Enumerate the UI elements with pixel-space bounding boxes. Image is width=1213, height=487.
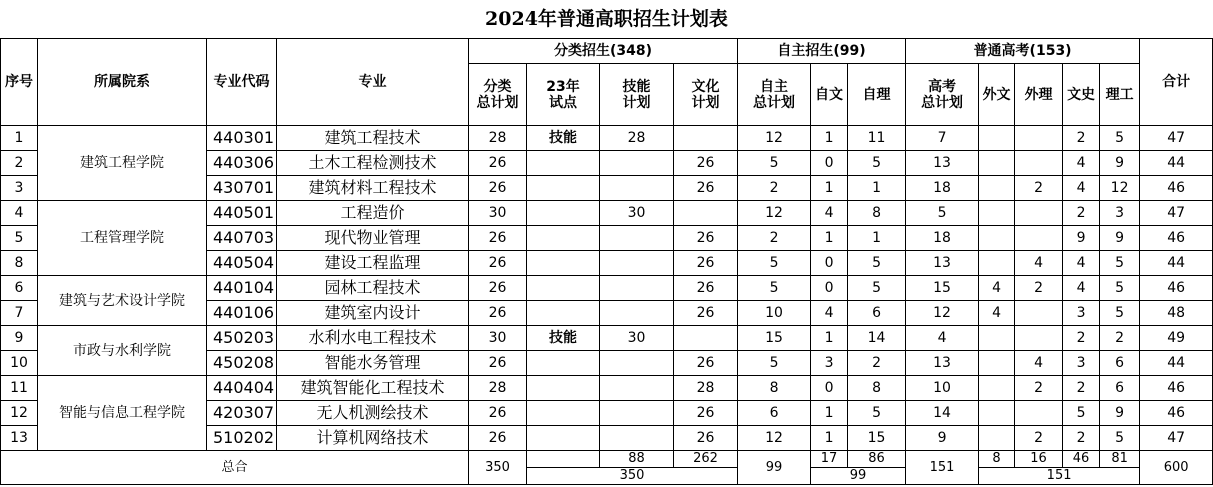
cell-zizhu-total: 5 [738, 251, 811, 276]
cell-waiwen [979, 151, 1015, 176]
cell-waili: 2 [1015, 426, 1063, 451]
cell-gaokao-total: 7 [906, 126, 979, 151]
cell-culture [674, 201, 738, 226]
cell-wenshi: 2 [1063, 201, 1100, 226]
cell-gaokao-total: 12 [906, 301, 979, 326]
cell-row-total: 47 [1140, 201, 1213, 226]
cell-zizhu-total: 12 [738, 126, 811, 151]
cell-row-total: 48 [1140, 301, 1213, 326]
row-seq: 4 [1, 201, 38, 226]
cell-waili: 2 [1015, 376, 1063, 401]
cell-waiwen [979, 201, 1015, 226]
major-name: 建筑室内设计 [277, 301, 469, 326]
cell-pilot [527, 276, 600, 301]
table-row [1, 126, 1213, 151]
cell-gaokao-total: 9 [906, 426, 979, 451]
footer-zizhu-total: 99 [738, 451, 811, 485]
cell-zizhu-total: 2 [738, 176, 811, 201]
cell-gaokao-total: 4 [906, 326, 979, 351]
cell-culture: 26 [674, 301, 738, 326]
major-name: 建筑智能化工程技术 [277, 376, 469, 401]
cell-ligong: 6 [1100, 376, 1140, 401]
cell-skill [600, 426, 674, 451]
major-name: 无人机测绘技术 [277, 401, 469, 426]
header-group-zizhu: 自主招生(99) [738, 39, 906, 64]
cell-zili: 6 [848, 301, 906, 326]
cell-pilot [527, 426, 600, 451]
cell-ligong: 5 [1100, 251, 1140, 276]
major-code: 440306 [207, 151, 277, 176]
college-cell: 建筑工程学院 [38, 126, 207, 201]
cell-ziwen: 0 [811, 276, 848, 301]
college-cell: 工程管理学院 [38, 201, 207, 276]
cell-ligong: 5 [1100, 301, 1140, 326]
cell-skill [600, 376, 674, 401]
cell-ziwen: 1 [811, 326, 848, 351]
cell-waiwen [979, 351, 1015, 376]
cell-waili [1015, 401, 1063, 426]
cell-ziwen: 0 [811, 376, 848, 401]
row-seq: 1 [1, 126, 38, 151]
cell-row-total: 46 [1140, 276, 1213, 301]
cell-row-total: 44 [1140, 251, 1213, 276]
cell-zili: 15 [848, 426, 906, 451]
college-cell: 建筑与艺术设计学院 [38, 276, 207, 326]
cell-waiwen [979, 401, 1015, 426]
total-label: 总合 [1, 451, 469, 485]
header-seq: 序号 [1, 39, 38, 126]
cell-wenshi: 2 [1063, 376, 1100, 401]
cell-waili [1015, 126, 1063, 151]
cell-gaokao-total: 5 [906, 201, 979, 226]
cell-zili: 5 [848, 276, 906, 301]
cell-culture [674, 326, 738, 351]
cell-waili: 4 [1015, 251, 1063, 276]
cell-zili: 2 [848, 351, 906, 376]
cell-zili: 5 [848, 151, 906, 176]
cell-zizhu-total: 5 [738, 351, 811, 376]
cell-waiwen [979, 251, 1015, 276]
cell-row-total: 44 [1140, 351, 1213, 376]
major-name: 土木工程检测技术 [277, 151, 469, 176]
major-code: 440106 [207, 301, 277, 326]
cell-row-total: 47 [1140, 126, 1213, 151]
cell-culture: 28 [674, 376, 738, 401]
cell-waili: 4 [1015, 351, 1063, 376]
cell-waili [1015, 226, 1063, 251]
footer-waiwen-sum: 8 [979, 451, 1015, 468]
cell-wenshi: 2 [1063, 426, 1100, 451]
cell-pilot [527, 151, 600, 176]
major-code: 440501 [207, 201, 277, 226]
major-name: 建设工程监理 [277, 251, 469, 276]
cell-wenshi: 4 [1063, 276, 1100, 301]
major-code: 420307 [207, 401, 277, 426]
cell-waili [1015, 201, 1063, 226]
row-seq: 12 [1, 401, 38, 426]
cell-zili: 8 [848, 201, 906, 226]
cell-fenlei-total: 30 [469, 201, 527, 226]
cell-ligong: 2 [1100, 326, 1140, 351]
cell-fenlei-total: 26 [469, 426, 527, 451]
table-row [1, 376, 1213, 401]
row-seq: 8 [1, 251, 38, 276]
cell-row-total: 47 [1140, 426, 1213, 451]
footer-wenshi-sum: 46 [1063, 451, 1100, 468]
cell-waiwen [979, 176, 1015, 201]
footer-culture-sum: 262 [674, 451, 738, 468]
major-code: 430701 [207, 176, 277, 201]
cell-wenshi: 2 [1063, 326, 1100, 351]
footer-pilot-blank [527, 451, 600, 468]
cell-fenlei-total: 26 [469, 176, 527, 201]
cell-culture: 26 [674, 176, 738, 201]
table-row [1, 201, 1213, 226]
cell-zili: 8 [848, 376, 906, 401]
cell-waiwen: 4 [979, 276, 1015, 301]
footer-gaokao-sum: 151 [979, 468, 1140, 485]
header-college: 所属院系 [38, 39, 207, 126]
cell-skill [600, 151, 674, 176]
college-cell: 智能与信息工程学院 [38, 376, 207, 451]
cell-skill: 30 [600, 326, 674, 351]
cell-waili [1015, 301, 1063, 326]
cell-culture: 26 [674, 251, 738, 276]
cell-fenlei-total: 30 [469, 326, 527, 351]
cell-culture: 26 [674, 426, 738, 451]
header-culture-plan: 文化 计划 [674, 64, 738, 126]
cell-zizhu-total: 15 [738, 326, 811, 351]
cell-ligong: 9 [1100, 401, 1140, 426]
cell-zili: 1 [848, 226, 906, 251]
cell-gaokao-total: 18 [906, 176, 979, 201]
major-name: 计算机网络技术 [277, 426, 469, 451]
header-total: 合计 [1140, 39, 1213, 126]
cell-pilot [527, 176, 600, 201]
cell-culture: 26 [674, 151, 738, 176]
cell-skill [600, 251, 674, 276]
cell-fenlei-total: 26 [469, 301, 527, 326]
cell-zili: 14 [848, 326, 906, 351]
cell-row-total: 46 [1140, 401, 1213, 426]
cell-zizhu-total: 10 [738, 301, 811, 326]
footer-skill-sum: 88 [600, 451, 674, 468]
cell-row-total: 44 [1140, 151, 1213, 176]
major-code: 450208 [207, 351, 277, 376]
header-ziwen: 自文 [811, 64, 848, 126]
cell-wenshi: 5 [1063, 401, 1100, 426]
header-waili: 外理 [1015, 64, 1063, 126]
major-code: 440301 [207, 126, 277, 151]
cell-row-total: 49 [1140, 326, 1213, 351]
cell-wenshi: 2 [1063, 126, 1100, 151]
major-name: 建筑材料工程技术 [277, 176, 469, 201]
cell-skill [600, 226, 674, 251]
cell-waili [1015, 326, 1063, 351]
major-name: 建筑工程技术 [277, 126, 469, 151]
enrollment-plan-table [0, 38, 1213, 485]
cell-waiwen [979, 126, 1015, 151]
major-name: 现代物业管理 [277, 226, 469, 251]
header-ligong: 理工 [1100, 64, 1140, 126]
cell-ziwen: 1 [811, 126, 848, 151]
cell-zili: 5 [848, 401, 906, 426]
cell-zizhu-total: 6 [738, 401, 811, 426]
cell-fenlei-total: 26 [469, 151, 527, 176]
cell-ligong: 6 [1100, 351, 1140, 376]
row-seq: 7 [1, 301, 38, 326]
cell-gaokao-total: 13 [906, 251, 979, 276]
cell-waili [1015, 151, 1063, 176]
major-name: 园林工程技术 [277, 276, 469, 301]
cell-ziwen: 1 [811, 176, 848, 201]
major-code: 440104 [207, 276, 277, 301]
footer-zili-sum: 86 [848, 451, 906, 468]
cell-ligong: 5 [1100, 126, 1140, 151]
header-group-putong: 普通高考(153) [906, 39, 1140, 64]
cell-culture: 26 [674, 276, 738, 301]
cell-ziwen: 3 [811, 351, 848, 376]
cell-ziwen: 4 [811, 301, 848, 326]
cell-pilot [527, 376, 600, 401]
cell-zizhu-total: 5 [738, 151, 811, 176]
cell-ziwen: 0 [811, 151, 848, 176]
cell-pilot [527, 251, 600, 276]
cell-ligong: 3 [1100, 201, 1140, 226]
footer-gaokao-total: 151 [906, 451, 979, 485]
cell-fenlei-total: 28 [469, 376, 527, 401]
cell-wenshi: 3 [1063, 301, 1100, 326]
row-seq: 5 [1, 226, 38, 251]
cell-ziwen: 1 [811, 401, 848, 426]
major-name: 智能水务管理 [277, 351, 469, 376]
cell-zizhu-total: 12 [738, 201, 811, 226]
row-seq: 3 [1, 176, 38, 201]
cell-skill: 28 [600, 126, 674, 151]
header-wenshi: 文史 [1063, 64, 1100, 126]
cell-waiwen [979, 326, 1015, 351]
cell-ziwen: 1 [811, 426, 848, 451]
header-group-fenlei: 分类招生(348) [469, 39, 738, 64]
cell-zizhu-total: 5 [738, 276, 811, 301]
cell-row-total: 46 [1140, 226, 1213, 251]
table-row [1, 326, 1213, 351]
header-gaokao-total: 高考 总计划 [906, 64, 979, 126]
cell-gaokao-total: 13 [906, 151, 979, 176]
cell-fenlei-total: 26 [469, 276, 527, 301]
row-seq: 9 [1, 326, 38, 351]
cell-waiwen [979, 226, 1015, 251]
cell-wenshi: 4 [1063, 251, 1100, 276]
row-seq: 13 [1, 426, 38, 451]
cell-gaokao-total: 18 [906, 226, 979, 251]
major-code: 440703 [207, 226, 277, 251]
row-seq: 11 [1, 376, 38, 401]
header-waiwen: 外文 [979, 64, 1015, 126]
header-23-pilot: 23年 试点 [527, 64, 600, 126]
cell-waili: 2 [1015, 176, 1063, 201]
cell-wenshi: 4 [1063, 176, 1100, 201]
cell-gaokao-total: 13 [906, 351, 979, 376]
major-code: 450203 [207, 326, 277, 351]
major-name: 水利水电工程技术 [277, 326, 469, 351]
footer-fenlei-total: 350 [469, 451, 527, 485]
header-zili: 自理 [848, 64, 906, 126]
footer-waili-sum: 16 [1015, 451, 1063, 468]
footer-fenlei-sum: 350 [527, 468, 738, 485]
cell-zili: 5 [848, 251, 906, 276]
cell-ziwen: 0 [811, 251, 848, 276]
cell-pilot [527, 226, 600, 251]
header-zizhu-total: 自主 总计划 [738, 64, 811, 126]
footer-zizhu-sum: 99 [811, 468, 906, 485]
cell-culture: 26 [674, 401, 738, 426]
cell-culture: 26 [674, 226, 738, 251]
cell-zili: 11 [848, 126, 906, 151]
cell-wenshi: 9 [1063, 226, 1100, 251]
cell-skill [600, 401, 674, 426]
cell-row-total: 46 [1140, 176, 1213, 201]
major-code: 440504 [207, 251, 277, 276]
cell-gaokao-total: 15 [906, 276, 979, 301]
cell-skill [600, 276, 674, 301]
cell-ligong: 9 [1100, 151, 1140, 176]
footer-ligong-sum: 81 [1100, 451, 1140, 468]
cell-fenlei-total: 26 [469, 251, 527, 276]
cell-fenlei-total: 26 [469, 351, 527, 376]
header-fenlei-total: 分类 总计划 [469, 64, 527, 126]
header-major: 专业 [277, 39, 469, 126]
cell-waiwen [979, 426, 1015, 451]
cell-pilot [527, 201, 600, 226]
cell-ziwen: 4 [811, 201, 848, 226]
cell-culture [674, 126, 738, 151]
row-seq: 10 [1, 351, 38, 376]
major-code: 510202 [207, 426, 277, 451]
footer-ziwen-sum: 17 [811, 451, 848, 468]
cell-pilot [527, 301, 600, 326]
table-title: 2024年普通高职招生计划表 [485, 8, 728, 30]
footer-grand-total: 600 [1140, 451, 1213, 485]
cell-zili: 1 [848, 176, 906, 201]
cell-ziwen: 1 [811, 226, 848, 251]
cell-skill [600, 301, 674, 326]
cell-ligong: 9 [1100, 226, 1140, 251]
cell-zizhu-total: 2 [738, 226, 811, 251]
cell-wenshi: 3 [1063, 351, 1100, 376]
cell-ligong: 5 [1100, 426, 1140, 451]
college-cell: 市政与水利学院 [38, 326, 207, 376]
major-name: 工程造价 [277, 201, 469, 226]
cell-zizhu-total: 8 [738, 376, 811, 401]
cell-skill [600, 351, 674, 376]
row-seq: 6 [1, 276, 38, 301]
cell-ligong: 12 [1100, 176, 1140, 201]
cell-wenshi: 4 [1063, 151, 1100, 176]
cell-skill: 30 [600, 201, 674, 226]
cell-pilot: 技能 [527, 326, 600, 351]
cell-fenlei-total: 26 [469, 226, 527, 251]
cell-waiwen [979, 376, 1015, 401]
cell-pilot [527, 351, 600, 376]
header-code: 专业代码 [207, 39, 277, 126]
cell-waili: 2 [1015, 276, 1063, 301]
cell-pilot: 技能 [527, 126, 600, 151]
major-code: 440404 [207, 376, 277, 401]
cell-skill [600, 176, 674, 201]
cell-zizhu-total: 12 [738, 426, 811, 451]
cell-gaokao-total: 14 [906, 401, 979, 426]
cell-pilot [527, 401, 600, 426]
cell-fenlei-total: 26 [469, 401, 527, 426]
table-row [1, 276, 1213, 301]
cell-row-total: 46 [1140, 376, 1213, 401]
row-seq: 2 [1, 151, 38, 176]
header-skill-plan: 技能 计划 [600, 64, 674, 126]
cell-waiwen: 4 [979, 301, 1015, 326]
cell-fenlei-total: 28 [469, 126, 527, 151]
cell-ligong: 5 [1100, 276, 1140, 301]
cell-culture: 26 [674, 351, 738, 376]
cell-gaokao-total: 10 [906, 376, 979, 401]
